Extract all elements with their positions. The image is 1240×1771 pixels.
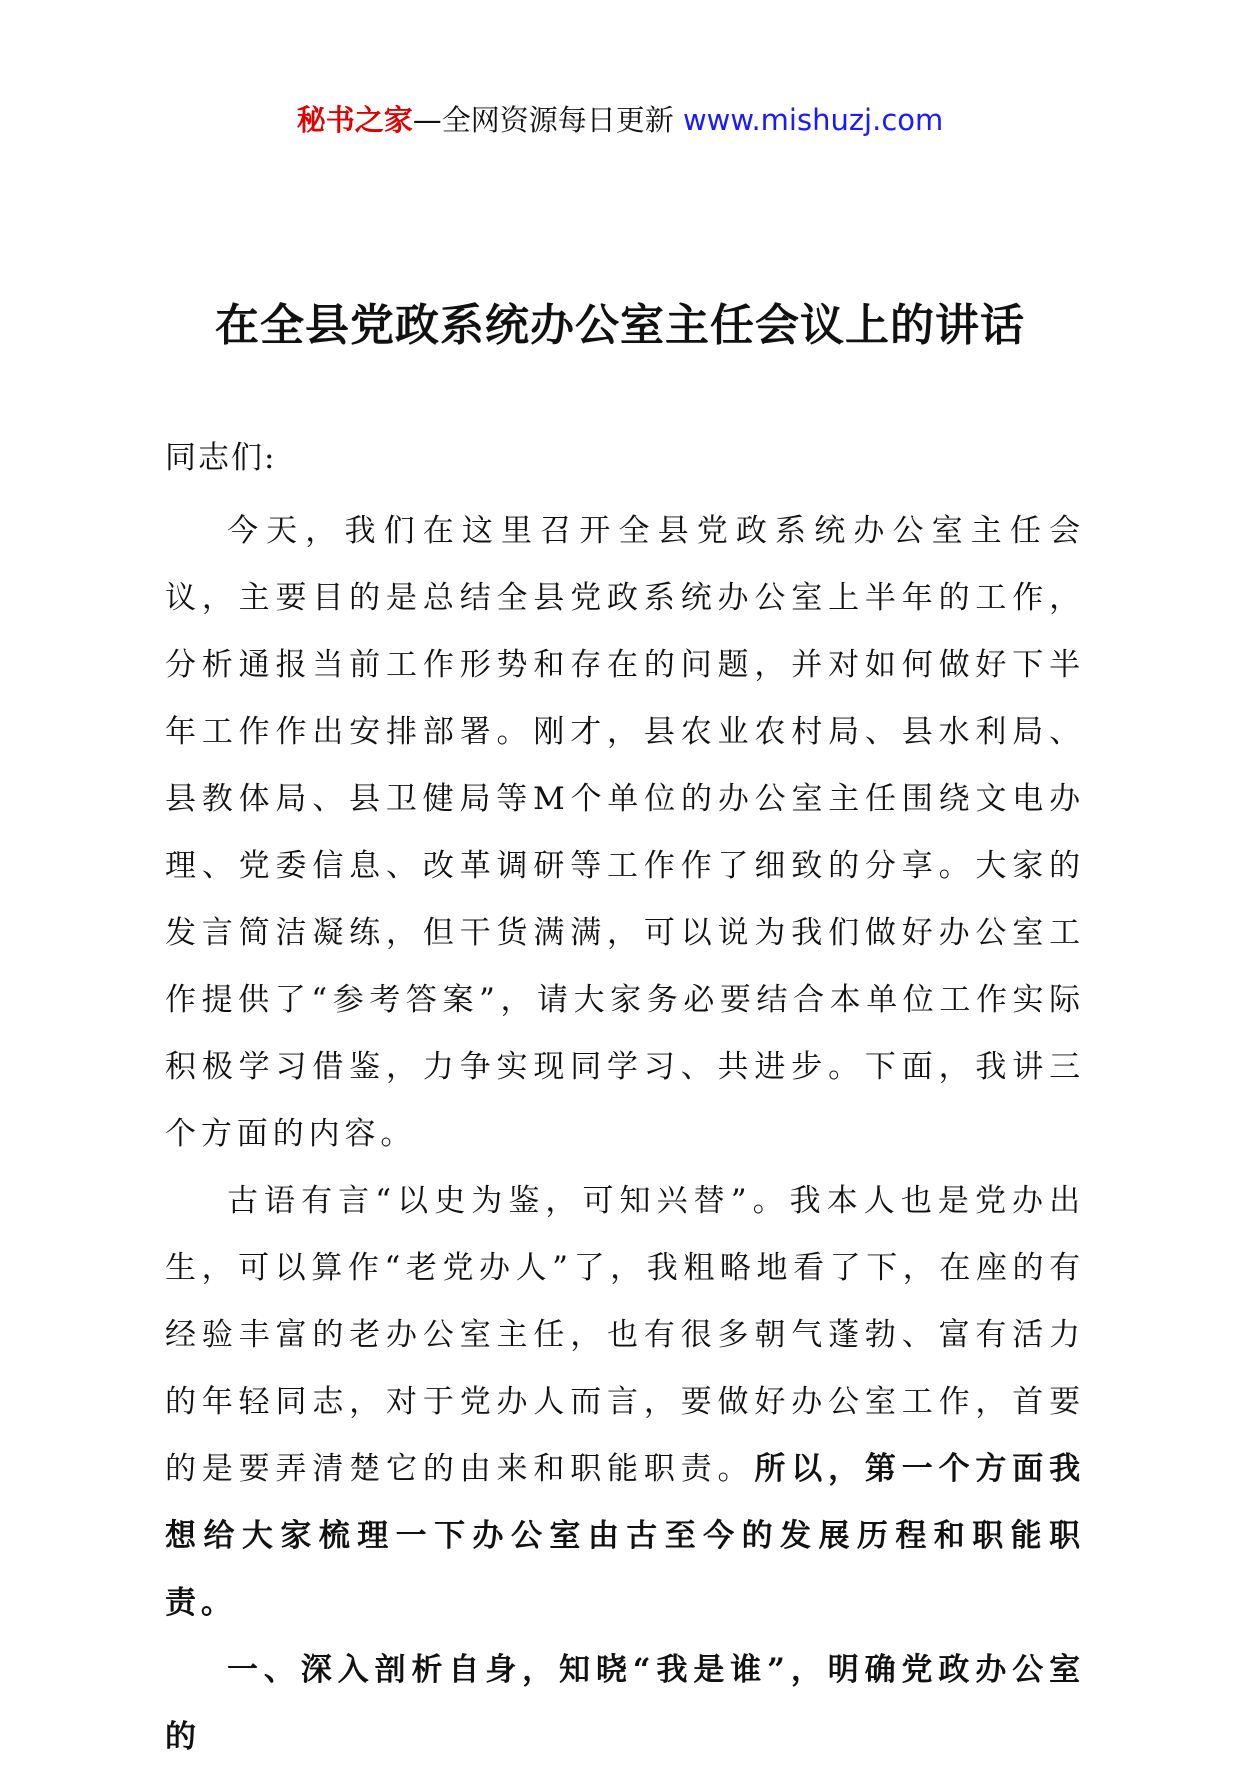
section-one-heading: 一、深入剖析自身，知晓“我是谁”，明确党政办公室的 [165,1652,1085,1755]
paragraph-history [165,1168,1085,1637]
site-brand: 秘书之家 [296,103,413,137]
paragraph-history-text: 古语有言“以史为鉴，可知兴替”。我本人也是党办出生，可以算作“老党办人”了，我粗略地看了下，在座的有经验丰富的老办公室主任，也有很多朝气蓬勃、富有活力的年轻同志，对于党办人而言，要做好办公室工作，首要的是要弄清楚它的由来和职能职责。 [165,1183,1085,1487]
site-header [0,98,1240,142]
site-url-link[interactable]: www.mishuzj.com [682,103,944,137]
salutation: 同志们: [165,440,277,476]
site-slogan: —全网资源每日更新 [412,103,674,137]
paragraph-opening: 今天，我们在这里召开全县党政系统办公室主任会议，主要目的是总结全县党政系统办公室上半年的工作，分析通报当前工作形势和存在的问题，并对如何做好下半年工作作出安排部署。刚才，县农业农村局、县水利局、县教体局、县卫健局等M个单位的办公室主任围绕文电办理、党委信息、改革调研等工作作了细致的分享。大家的发言简洁凝练，但干货满满，可以说为我们做好办公室工作提供了“参考答案”，请大家务必要结合本单位工作实际积极学习借鉴，力争实现同学习、共进步。下面，我讲三个方面的内容。 [165,513,1085,1152]
paragraph-history-emphasis: 所以，第一个方面我想给大家梳理一下办公室由古至今的发展历程和职能职责。 [165,1451,1085,1621]
document-body [165,498,1085,1771]
document-title: 在全县党政系统办公室主任会议上的讲话 [215,300,1025,351]
